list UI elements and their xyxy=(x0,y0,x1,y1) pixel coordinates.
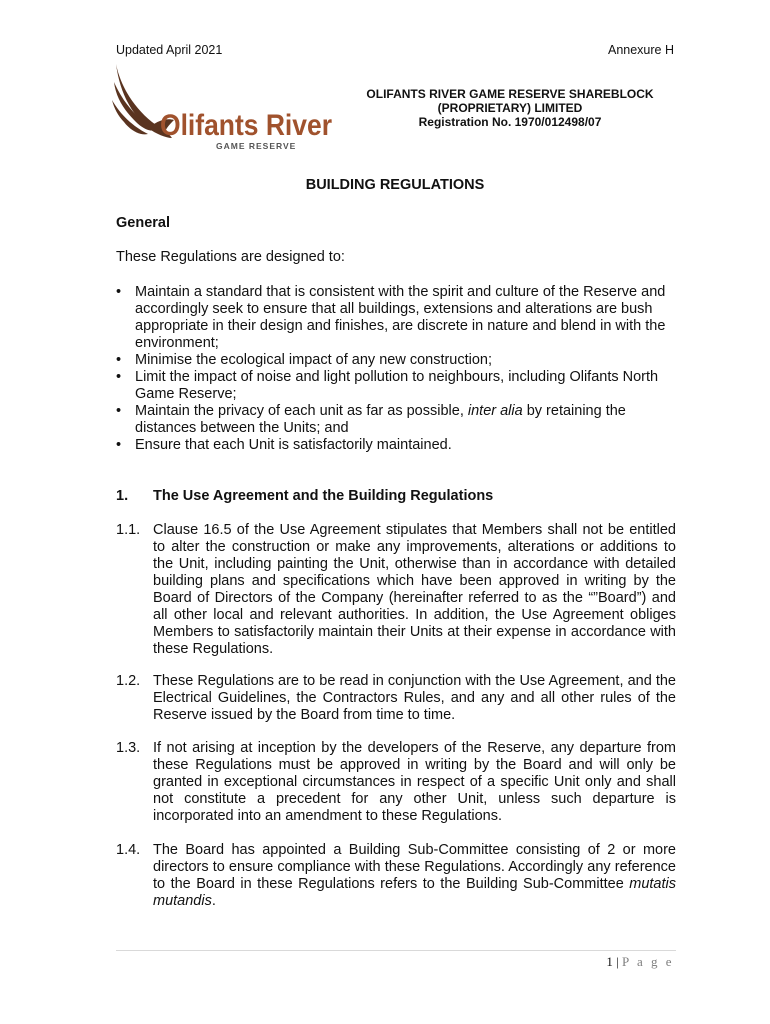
footer-divider xyxy=(116,950,676,951)
clause-number: 1.3. xyxy=(116,740,141,756)
annexure-label: Annexure H xyxy=(607,43,674,57)
updated-date: Updated April 2021 xyxy=(116,43,223,57)
olifants-river-logo xyxy=(110,62,335,154)
clause-number: 1.4. xyxy=(116,842,141,858)
clause-1-4 xyxy=(116,842,676,910)
page-footer xyxy=(606,954,674,970)
clause-text: If not arising at inception by the developers of the Reserve, any departure from these Regulations must be approved in writing by the Board and will only be granted in exceptional circumstances in respect of a specific Unit only and shall not constitute a precedent for any other Unit, unless such departure is incorporated into an amendment to these Regulations. xyxy=(153,740,676,824)
general-heading: General xyxy=(116,215,170,231)
logo-brand-text: Olifants River xyxy=(160,109,333,142)
clause-text: Clause 16.5 of the Use Agreement stipulates that Members shall not be entitled to alter the construction or make any improvements, alterations or additions to the Unit, including painting the Unit, otherwise than in accordance with detailed building plans and specifications which have been approved in writing by the Board of Directors of the Company (hereinafter referred to as the “”Board”) and all other local and relevant authorities. In addition, the Use Agreement obliges Members to satisfactorily maintain their Units at their expense in accordance with these Regulations. xyxy=(153,522,676,657)
list-item: • Maintain a standard that is consistent with the spirit and culture of the Reserve and accordingly seek to ensure that all buildings, extensions and alterations are bush appropriate in their design and finishes, are discrete in nature and blend in with the environment; xyxy=(116,284,676,352)
list-item: • Maintain the privacy of each unit as far as possible, inter alia by retaining the distances between the Units; and xyxy=(116,403,676,437)
clause-number: 1.1. xyxy=(116,522,141,538)
clause-1-2 xyxy=(116,673,676,724)
list-item: • Limit the impact of noise and light pollution to neighbours, including Olifants North Game Reserve; xyxy=(116,369,676,403)
section-title: The Use Agreement and the Building Regulations xyxy=(153,488,494,504)
page-word: P a g e xyxy=(621,954,674,969)
general-intro: These Regulations are designed to: xyxy=(116,249,345,265)
clause-text: These Regulations are to be read in conjunction with the Use Agreement, and the Electrical Guidelines, the Contractors Rules, and any and all other rules of the Reserve issued by the Board from time to time. xyxy=(153,673,676,723)
clause-text: The Board has appointed a Building Sub-Committee consisting of 2 or more directors to ensure compliance with these Regulations. Accordingly any reference to the Board in these Regulations refers to the Building Sub-Committee mutatis mutandis. xyxy=(153,842,676,909)
company-name-line1: OLIFANTS RIVER GAME RESERVE SHAREBLOCK xyxy=(366,87,654,101)
footer-separator: | xyxy=(616,954,619,969)
registration-number: Registration No. 1970/012498/07 xyxy=(418,115,602,129)
clause-1-3 xyxy=(116,740,676,825)
logo-sub-text: GAME RESERVE xyxy=(216,141,297,151)
purpose-list xyxy=(116,284,676,454)
section-number: 1. xyxy=(116,488,129,504)
list-item: • Ensure that each Unit is satisfactorily maintained. xyxy=(116,437,676,454)
page-number: 1 xyxy=(606,954,613,969)
section-1-heading xyxy=(116,488,676,504)
list-item: • Minimise the ecological impact of any new construction; xyxy=(116,352,676,369)
page-title: BUILDING REGULATIONS xyxy=(305,177,485,193)
clause-number: 1.2. xyxy=(116,673,141,689)
company-block xyxy=(345,87,675,129)
clause-1-1 xyxy=(116,522,676,658)
company-name-line2: (PROPRIETARY) LIMITED xyxy=(437,101,583,115)
